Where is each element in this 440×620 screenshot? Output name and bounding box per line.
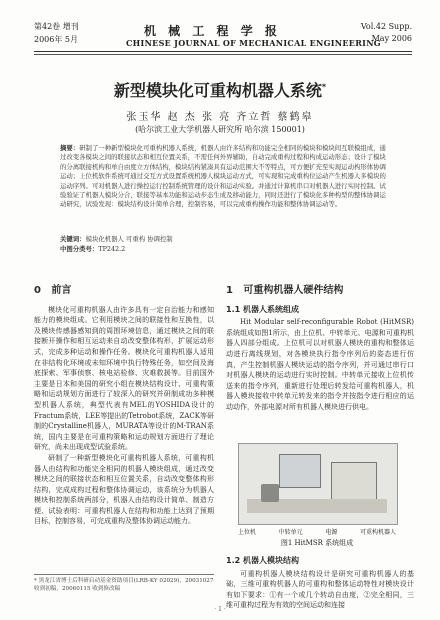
hardware-paragraph-1: Hit Modular self-reconfigurable Robot (HitMSR)系统组成如图1所示，由上位机、中转单元、电源和可重构机器人四部分组成。上位机可以对机器人模块的重构和整体运动进行离线规划，对各模块执行指令序列后的姿态进行仿真，产生控制机器人模块运动的指令序列，并可通过串行口对机器人模块的运动进行实时控制。中转单元接收上位机传送来的指令序列，重新进行处理后转发给可重构机器人，机器人模块接收中转单元转发来的指令并按指令进行相应的运动动作，外部电源对所有机器人模块进行供电。 [226, 318, 414, 411]
page-number: · 1 · [214, 606, 226, 613]
figure-1-caption: 图1 HitMSR 系统组成 [280, 539, 354, 547]
abstract-label: 摘要： [60, 144, 80, 152]
clc-label: 中图分类号： [60, 245, 99, 253]
right-column-continued [226, 552, 414, 611]
abstract [60, 144, 390, 210]
header-rule-thick [34, 51, 412, 52]
fig-label-power: 电源 [325, 529, 338, 536]
journal-name-en: CHINESE JOURNAL OF MECHANICAL ENGINEERING [126, 38, 381, 48]
volume-label: 第42卷 增刊 [34, 22, 79, 31]
title-text: 新型模块化可重构机器人系统 [113, 81, 322, 100]
issue-date: 2006年 5月 [34, 35, 78, 44]
footnote: * 黑龙江省博士后科研启动基金资助项目(LRB-KY 02029)，20031027 收到初稿，20060115 收到修改稿 [34, 574, 214, 593]
abstract-text: 研制了一种新型模块化可重构机器人系统，机器人由许多结构和功能完全相同的模块和模块间互联模组成，通过改变各模块之间的联接状态和相互位置关系，不需任何外界辅助，自动完成重构过程和构成运动形态；设计了模块的分离联接机构和单自由度立方体结构，模块结构紧凑具有运动范围大不等特点，可方便扩充至实现运动构形体协调运动；上位机软件系统可通过交互方式设置系统机器人模块运动方式，可实现和完成重构位运动产生机器人多模块的运动序列。可对机器人进行操控运行控制系统管理的设计和运动实验。并通过计算机串口对机器人进行实时控制。试验验证了机器人模块分合、联接等基本功能和运动步态生成及移动能力，同时还进行了模块化多种构型的整体协调运动研究，试验发现：模块结构设计简单合理，控制容易，可以完成重构操作功能和整体协调运动等。 [60, 144, 386, 209]
section-title: 可重构机器人硬件结构 [243, 285, 344, 296]
fig-label-robot: 可重构机器人 [359, 529, 396, 536]
section-title: 前言 [51, 285, 72, 296]
journal-name-cn: 机 械 工 程 学 报 [144, 24, 281, 38]
robot-module [261, 484, 279, 502]
affiliation: (哈尔滨工业大学机器人研究所 哈尔滨 150001) [135, 125, 305, 134]
section-number: 1 [226, 285, 233, 296]
clc-text: TP242.2 [98, 245, 126, 253]
title-footnote-mark: * [321, 82, 327, 92]
hardware-paragraph-2: 可重构机器人模块结构设计是研究可重构机器人的基础，三维可重构机器人的可重构和整体运动特性对模块设计有如下要求：①有一个或几个转动自由度，②完全相同，三维可重构过程为有效的空间运动和连接 [226, 569, 414, 610]
header-rule-thin [34, 54, 412, 55]
subsection-heading-1: 1.1 机器人系统组成 [226, 304, 299, 314]
keywords-text: 模块化机器人 可重构 协调控制 [85, 235, 173, 243]
volume-en: Vol.42 Supp. [360, 22, 412, 31]
section-heading-hardware [226, 286, 414, 297]
right-column [226, 286, 414, 413]
section-number: 0 [34, 285, 41, 296]
author-list: 张玉华 赵 杰 张 亮 齐立哲 蔡鹤皋 [126, 112, 314, 123]
keywords-label: 关键词： [60, 235, 86, 243]
article-title [0, 78, 440, 101]
computer-monitor [279, 454, 321, 488]
relay-unit [331, 462, 377, 500]
subsection-heading-2: 1.2 机器人模块结构 [226, 556, 299, 565]
keywords [60, 234, 173, 243]
fig-label-host: 上位机 [238, 529, 257, 536]
left-column [34, 286, 214, 527]
fig-label-relay: 中转单元 [278, 529, 303, 536]
clc-number [60, 244, 125, 253]
figure-1-labels [238, 527, 396, 536]
figure-1-photo [238, 443, 398, 525]
month-en: May 2006 [371, 34, 412, 43]
intro-paragraph-2: 研制了一种新型模块化可重构机器人系统，可重构机器人由结构和功能完全相同的机器人模块组成，通过改变模块之间的联接状态和相互位置关系，自动改变整体构形结构，完成成构过程和整体协调运动，该系统分为机器人模块和控制系统两部分，机器人由结构设计简单、制造方便、试验表明：可重构机器人在结构和功能上达到了预期目标，控制容易，可完成重构及整体协调运动能力。 [34, 453, 214, 526]
intro-paragraph-1: 模块化可重构机器人由许多具有一定自治能力和感知能力的模块组成。它利用模块之间的联接性和互换性，以及模块传感器感知到的周围环境信息，通过模块之间的联接断开操作和相互运动来自动改变整体构形，扩展运动形式，完成多种运动和操作任务。模块化可重构机器人适用在非结构化环境或未知环境中执行特殊任务，如空间及海底探索、军事侦察、核电站检修、灾难救援等。目前国外主要是日本和美国的研究小组在模块结构设计、可重构策略和运动规划方面进行了较深入的研究并研制成功多种模型机器人系统，典型代表有MEL的YOSHIDA设计的Fractum系统，LEE等提出的Tetrobot系统，ZACK等研制的Crystalline机器人，MURATA等设计的M-TRAN系统，国内主要是在可重构策略和运动规划方面进行了理论研究，尚未出现成型试验系统。 [34, 305, 214, 452]
section-heading-intro [34, 286, 214, 297]
